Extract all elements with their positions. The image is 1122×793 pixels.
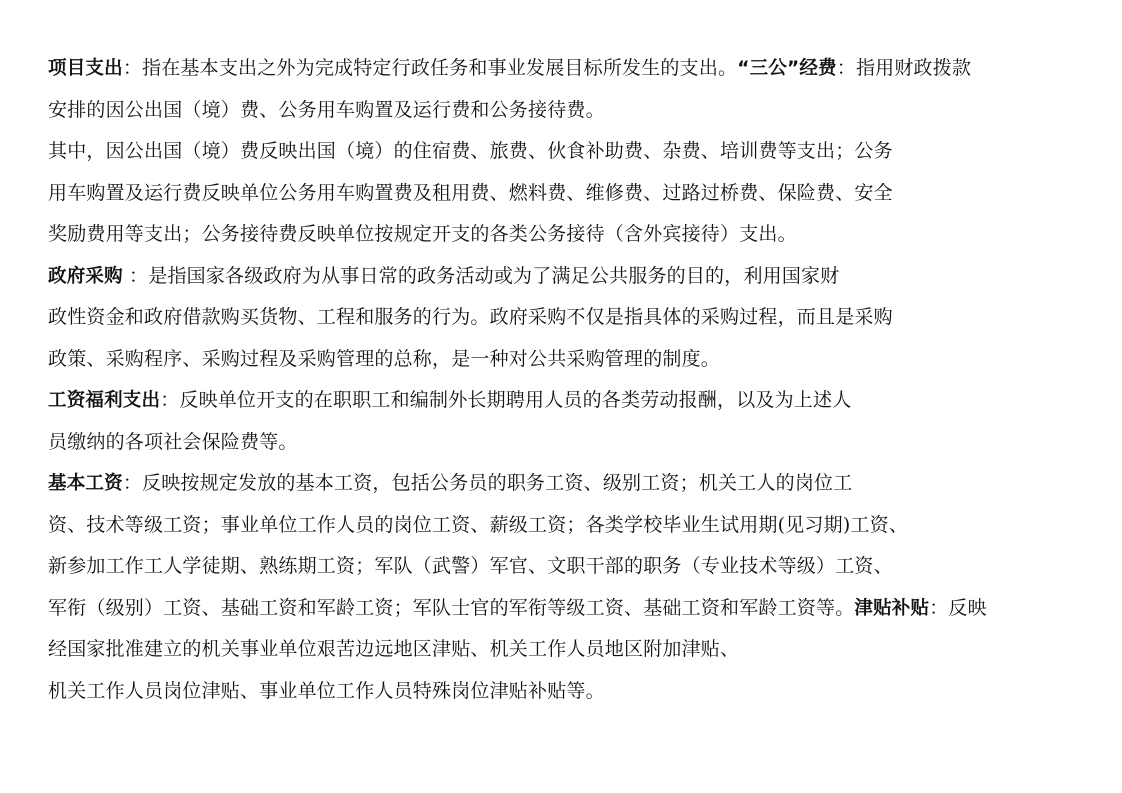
text-line [48, 671, 1078, 713]
text-line [48, 505, 1078, 547]
text-line [48, 256, 1078, 298]
text-line [48, 422, 1078, 464]
line-text: 奖励费用等支出；公务接待费反映单位按规定开支的各类公务接待（含外宾接待）支出。 [48, 223, 797, 245]
text-line [48, 629, 1078, 671]
term-heading: 基本工资 [48, 473, 123, 494]
line-text: 军衔（级别）工资、基础工资和军龄工资；军队士官的军衔等级工资、基础工资和军龄工资等。 [48, 596, 855, 619]
text-line [48, 546, 1078, 588]
line-text: 政策、采购程序、采购过程及采购管理的总称，是一种对公共采购管理的制度。 [48, 347, 721, 370]
line-text: 员缴纳的各项社会保险费等。 [48, 430, 298, 453]
line-text: ：反映按规定发放的基本工资，包括公务员的职务工资、级别工资；机关工人的岗位工 [122, 472, 853, 494]
text-line [48, 131, 1078, 173]
line-text: ：指用财政拨款 [836, 57, 972, 79]
text-line [48, 90, 1078, 132]
line-text: 经国家批准建立的机关事业单位艰苦边远地区津贴、机关工作人员地区附加津贴、 [48, 638, 740, 660]
line-text: 政性资金和政府借款购买货物、工程和服务的行为。政府采购不仅是指具体的采购过程，而且是采购 [48, 306, 893, 328]
line-text: 机关工作人员岗位津贴、事业单位工作人员特殊岗位津贴补贴等。 [48, 679, 605, 702]
line-text: ：是指国家各级政府为从事日常的政务活动或为了满足公共服务的目的，利用国家财 [122, 264, 840, 287]
line-text: 资、技术等级工资；事业单位工作人员的岗位工资、薪级工资；各类学校毕业生试用期(见习期)工资、 [48, 513, 909, 536]
line-text: ：反映单位开支的在职职工和编制外长期聘用人员的各类劳动报酬，以及为上述人 [160, 389, 852, 411]
term-heading: 津贴补贴 [854, 597, 930, 619]
term-heading: “三公”经费 [737, 58, 837, 79]
text-line [48, 380, 1078, 422]
text-line [48, 173, 1078, 215]
text-line [48, 214, 1078, 256]
text-line [48, 297, 1078, 339]
term-heading: 项目支出 [48, 58, 123, 79]
document-body [48, 48, 1078, 712]
text-line [48, 588, 1078, 630]
line-text: 其中，因公出国（境）费反映出国（境）的住宿费、旅费、伙食补助费、杂费、培训费等支出；公务 [48, 140, 893, 162]
line-text: 用车购置及运行费反映单位公务用车购置费及租用费、燃料费、维修费、过路过桥费、保险费、安全 [48, 181, 893, 204]
line-text: 新参加工作工人学徒期、熟练期工资；军队（武警）军官、文职干部的职务（专业技术等级）工资、 [48, 555, 893, 577]
text-line [48, 463, 1078, 505]
line-text: 安排的因公出国（境）费、公务用车购置及运行费和公务接待费。 [48, 98, 605, 121]
line-text: ：反映 [929, 596, 987, 619]
text-line [48, 48, 1078, 90]
line-text: ：指在基本支出之外为完成特定行政任务和事业发展目标所发生的支出。 [122, 57, 738, 79]
text-line [48, 339, 1078, 381]
term-heading: 工资福利支出 [48, 390, 161, 411]
term-heading: 政府采购 [48, 265, 123, 287]
